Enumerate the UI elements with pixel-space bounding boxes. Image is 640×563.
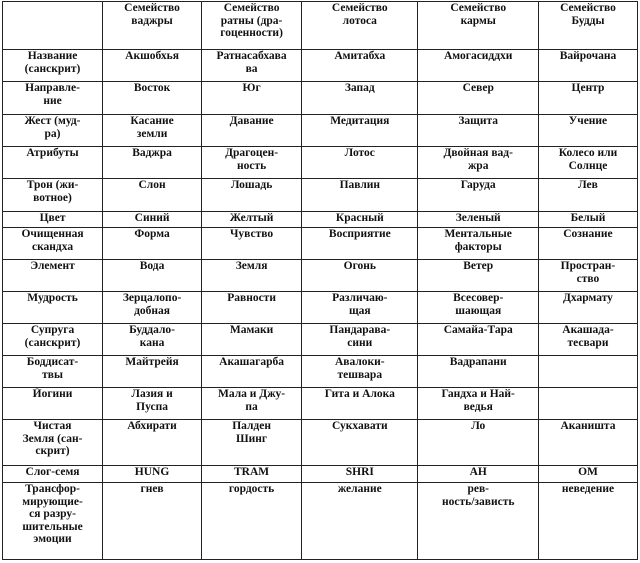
table-cell: Равности [202,292,302,324]
table-cell: Майтрейя [103,356,202,388]
table-cell: Колесо или Солнце [538,147,637,179]
table-row [3,356,638,388]
header-vajra-family: Семейство ваджры [103,2,202,50]
table-cell: Красный [302,212,418,228]
table-cell: Драгоцен- ность [202,147,302,179]
row-label: Чистая Земля (сан- скрит) [3,420,103,466]
row-label: Трансфор- мирующие- ся разру- шительные эмоции [3,483,103,560]
header-row [3,2,638,50]
header-lotus-family: Семейство лотоса [302,2,418,50]
table-cell: Защита [418,115,538,147]
table-cell: Абхирати [103,420,202,466]
row-label: Слог-семя [3,466,103,483]
table-cell: Буддало- кана [103,324,202,356]
row-label: Атрибуты [3,147,103,179]
table-cell: Всесовер- шающая [418,292,538,324]
table-cell: Давание [202,115,302,147]
table-cell: Акшобхья [103,50,202,82]
table-cell: Желтый [202,212,302,228]
table-cell: OM [538,466,637,483]
table-cell: Амогасиддхи [418,50,538,82]
table-cell: Гаруда [418,179,538,212]
table-cell: Двойная вад- жра [418,147,538,179]
table-cell: неведение [538,483,637,560]
row-label: Элемент [3,260,103,292]
table-cell: Центр [538,82,637,115]
table-cell: Слон [103,179,202,212]
table-row [3,420,638,466]
table-cell: гнев [103,483,202,560]
table-row [3,179,638,212]
row-label: Название (санскрит) [3,50,103,82]
row-label: Трон (жи- вотное) [3,179,103,212]
table-cell: желание [302,483,418,560]
row-label: Супруга (санскрит) [3,324,103,356]
table-cell: Мамаки [202,324,302,356]
row-label: Йогини [3,388,103,420]
row-label: Мудрость [3,292,103,324]
table-cell: Гита и Алока [302,388,418,420]
table-cell: Павлин [302,179,418,212]
table-cell: Пандарава- сини [302,324,418,356]
table-cell: гордость [202,483,302,560]
table-cell: Акашада- тесвари [538,324,637,356]
table-cell: Форма [103,228,202,260]
table-cell: Вайрочана [538,50,637,82]
header-karma-family: Семейство кармы [418,2,538,50]
table-cell: Различаю- щая [302,292,418,324]
table-cell: Ментальные факторы [418,228,538,260]
table-cell: Синий [103,212,202,228]
table-cell [538,356,637,388]
table-cell: Палден Шинг [202,420,302,466]
table-cell: Мала и Джу- па [202,388,302,420]
five-families-table [2,1,638,560]
table-cell: Самайа-Тара [418,324,538,356]
header-corner [3,2,103,50]
table-cell: Зерцалопо- добная [103,292,202,324]
table-cell: Акашагарба [202,356,302,388]
table-cell: Белый [538,212,637,228]
table-cell: Вода [103,260,202,292]
table-cell: Огонь [302,260,418,292]
row-label: Направле- ние [3,82,103,115]
table-row [3,483,638,560]
table-cell: Аканишта [538,420,637,466]
row-label: Цвет [3,212,103,228]
table-cell: Амитабха [302,50,418,82]
table-cell: Зеленый [418,212,538,228]
table-row [3,466,638,483]
table-row [3,292,638,324]
table-cell: Дхармату [538,292,637,324]
row-label: Очищенная скандха [3,228,103,260]
table-cell: Гандха и Най- ведья [418,388,538,420]
table-cell: рев- ность/зависть [418,483,538,560]
table-cell: Запад [302,82,418,115]
table-cell: HUNG [103,466,202,483]
table-cell: Восприятие [302,228,418,260]
table-row [3,82,638,115]
row-label: Боддисат- твы [3,356,103,388]
table-cell: Лазия и Пуспа [103,388,202,420]
table-cell: Вадрапани [418,356,538,388]
table-wrapper [2,1,638,560]
table-cell: Ло [418,420,538,466]
table-cell: Чувство [202,228,302,260]
table-cell: Лошадь [202,179,302,212]
table-cell: Медитация [302,115,418,147]
table-cell: Учение [538,115,637,147]
table-cell: Лотос [302,147,418,179]
table-cell: AH [418,466,538,483]
table-cell: Касание земли [103,115,202,147]
row-label: Жест (муд- ра) [3,115,103,147]
table-row [3,147,638,179]
table-row [3,324,638,356]
table-cell: SHRI [302,466,418,483]
header-buddha-family: Семейство Будды [538,2,637,50]
table-cell: Земля [202,260,302,292]
table-row [3,388,638,420]
table-cell: Север [418,82,538,115]
header-ratna-family: Семейство ратны (дра- гоценности) [202,2,302,50]
table-cell: Восток [103,82,202,115]
table-cell: Сукхавати [302,420,418,466]
table-cell: Ратнасабхава ва [202,50,302,82]
table-cell: Простран- ство [538,260,637,292]
table-cell: Юг [202,82,302,115]
table-row [3,115,638,147]
table-cell: Лев [538,179,637,212]
table-cell [538,388,637,420]
table-cell: Сознание [538,228,637,260]
table-row [3,260,638,292]
table-cell: Ваджра [103,147,202,179]
table-row [3,228,638,260]
table-cell: Авалоки- тешвара [302,356,418,388]
table-row [3,212,638,228]
table-cell: TRAM [202,466,302,483]
table-cell: Ветер [418,260,538,292]
table-row [3,50,638,82]
